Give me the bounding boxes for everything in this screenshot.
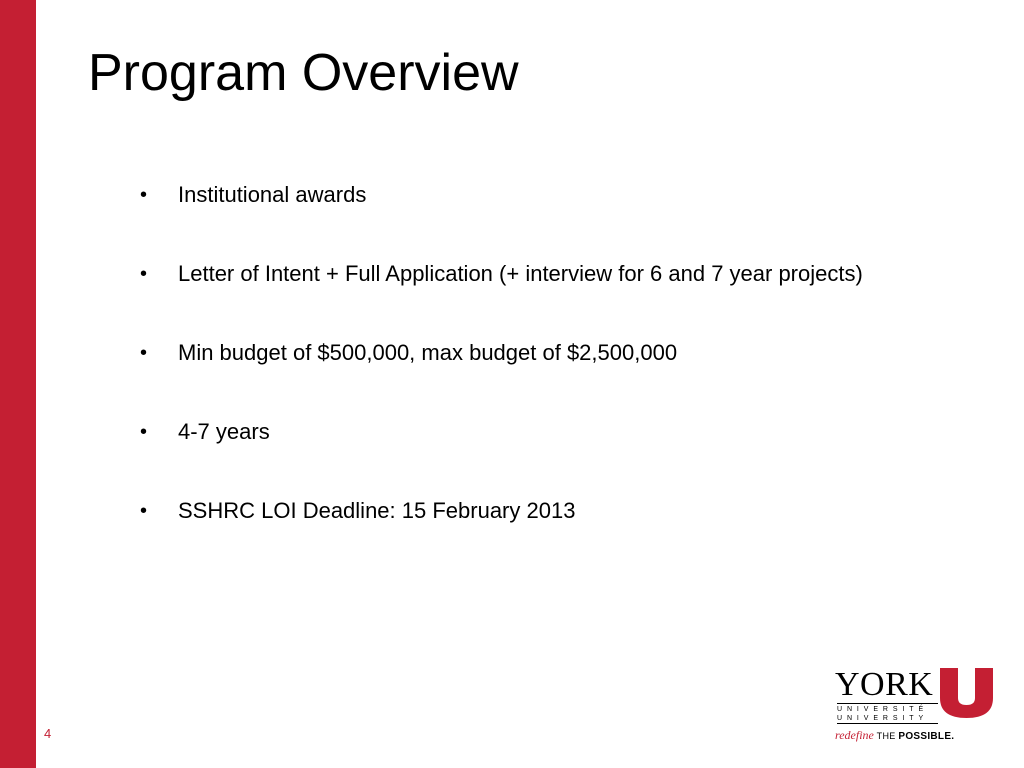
bullet-icon: • (140, 500, 148, 522)
bullet-text: Institutional awards (178, 182, 367, 207)
bullet-icon: • (140, 263, 148, 285)
bullet-item (140, 418, 863, 446)
bullet-item (140, 260, 863, 288)
bullet-text: Min budget of $500,000, max budget of $2,500,000 (178, 340, 678, 365)
york-university-logo (835, 668, 995, 744)
logo-university-text: UNIVERSITY (837, 715, 929, 722)
left-accent-bar (0, 0, 36, 768)
bullet-icon: • (140, 421, 148, 443)
page-number: 4 (44, 726, 52, 741)
bullet-item (140, 339, 863, 367)
bullet-icon: • (140, 184, 148, 206)
bullet-icon: • (140, 342, 148, 364)
tagline-possible: POSSIBLE. (898, 731, 955, 742)
york-u-emblem-icon (940, 668, 993, 718)
bullet-item (140, 497, 863, 525)
logo-universite-text: UNIVERSITÉ (837, 706, 929, 713)
bullet-item (140, 181, 863, 209)
logo-divider (837, 723, 938, 724)
logo-tagline (835, 728, 954, 744)
logo-divider (837, 703, 938, 704)
bullet-list (140, 181, 863, 576)
tagline-redefine: redefine (835, 728, 874, 742)
bullet-text: Letter of Intent + Full Application (+ interview for 6 and 7 year projects) (178, 261, 863, 286)
bullet-text: 4-7 years (178, 419, 270, 444)
slide-title: Program Overview (88, 44, 519, 102)
logo-wordmark: YORK (835, 666, 934, 703)
tagline-the: THE (876, 731, 896, 741)
bullet-text: SSHRC LOI Deadline: 15 February 2013 (178, 498, 576, 523)
